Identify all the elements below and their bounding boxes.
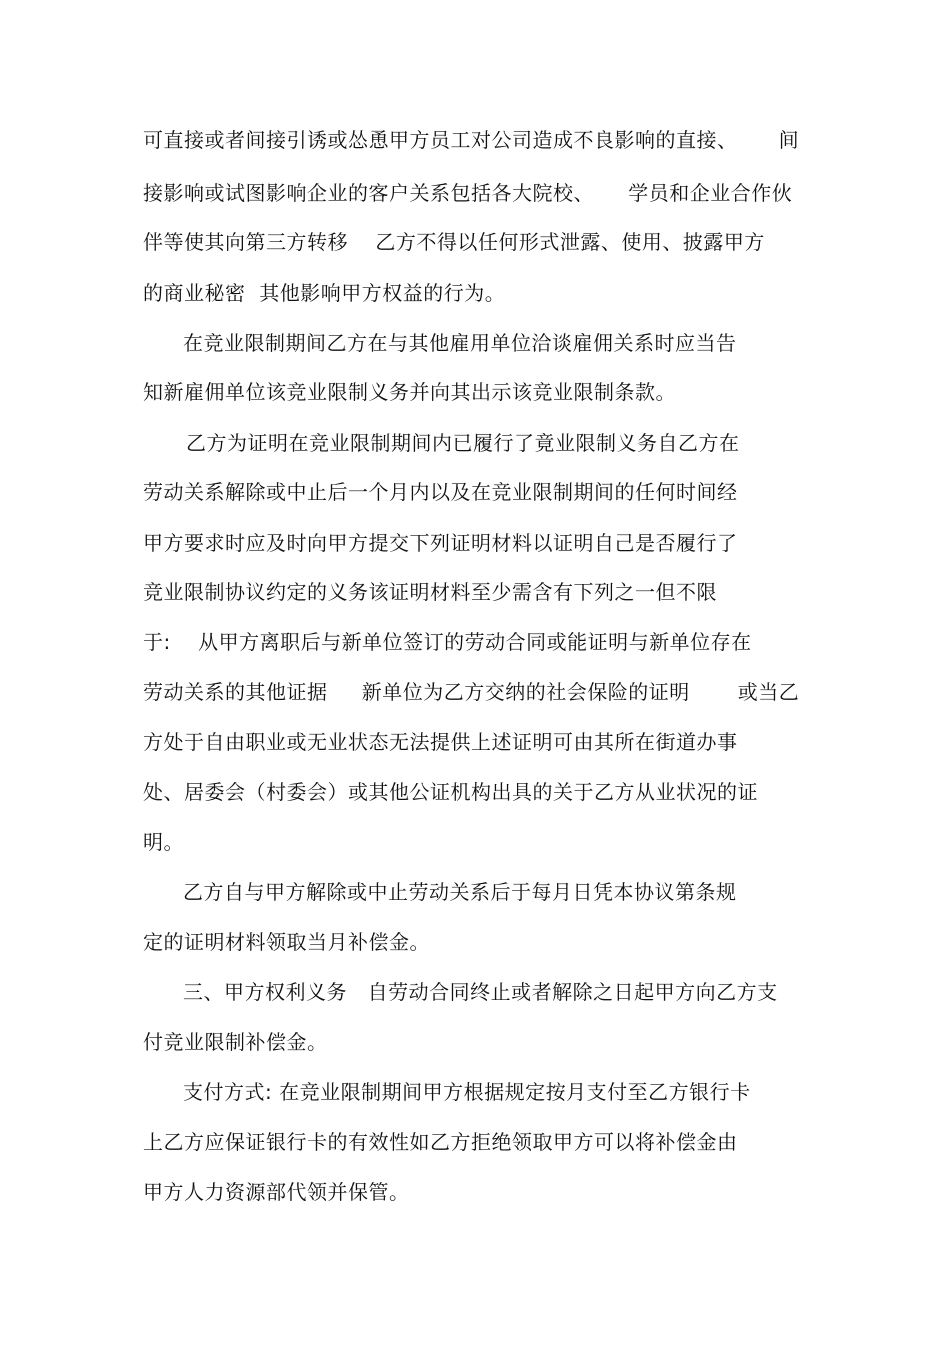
text-line: 可直接或者间接引诱或怂恿甲方员工对公司造成不良影响的直接、 间	[143, 128, 800, 152]
text-line: 的商业秘密 其他影响甲方权益的行为。	[143, 281, 506, 305]
text-line: 伴等使其向第三方转移 乙方不得以任何形式泄露、使用、披露甲方	[143, 230, 765, 254]
text-line: 劳动关系解除或中止后一个月内以及在竞业限制期间的任何时间经	[143, 480, 738, 504]
text-line: 知新雇佣单位该竞业限制义务并向其出示该竞业限制条款。	[143, 380, 676, 404]
text-line: 定的证明材料领取当月补偿金。	[143, 930, 430, 954]
text-line: 三、甲方权利义务 自劳动合同终止或者解除之日起甲方向乙方支	[183, 980, 778, 1004]
text-line: 于: 从甲方离职后与新单位签订的劳动合同或能证明与新单位存在	[143, 630, 752, 654]
text-line: 明。	[143, 830, 184, 854]
text-line: 甲方要求时应及时向甲方提交下列证明材料以证明自己是否履行了	[143, 531, 738, 555]
text-line: 甲方人力资源部代领并保管。	[143, 1180, 410, 1204]
text-line: 乙方为证明在竞业限制期间内已履行了竟业限制义务自乙方在	[186, 431, 740, 455]
text-line: 竞业限制协议约定的义务该证明材料至少需含有下列之一但不限	[143, 580, 717, 604]
text-line: 上乙方应保证银行卡的有效性如乙方拒绝领取甲方可以将补偿金由	[143, 1130, 738, 1154]
text-line: 乙方自与甲方解除或中止劳动关系后于每月日凭本协议第条规	[183, 880, 737, 904]
text-line: 方处于自由职业或无业状态无法提供上述证明可由其所在街道办事	[143, 730, 738, 754]
text-line: 接影响或试图影响企业的客户关系包括各大院校、 学员和企业合作伙	[143, 181, 793, 205]
text-line: 劳动关系的其他证据 新单位为乙方交纳的社会保险的证明 或当乙	[143, 680, 800, 704]
text-line: 在竞业限制期间乙方在与其他雇用单位洽谈雇佣关系时应当告	[183, 331, 737, 355]
text-line: 付竞业限制补偿金。	[143, 1030, 328, 1054]
text-line: 处、居委会（村委会）或其他公证机构出具的关于乙方从业状况的证	[143, 780, 758, 804]
text-line: 支付方式: 在竞业限制期间甲方根据规定按月支付至乙方银行卡	[183, 1080, 751, 1104]
